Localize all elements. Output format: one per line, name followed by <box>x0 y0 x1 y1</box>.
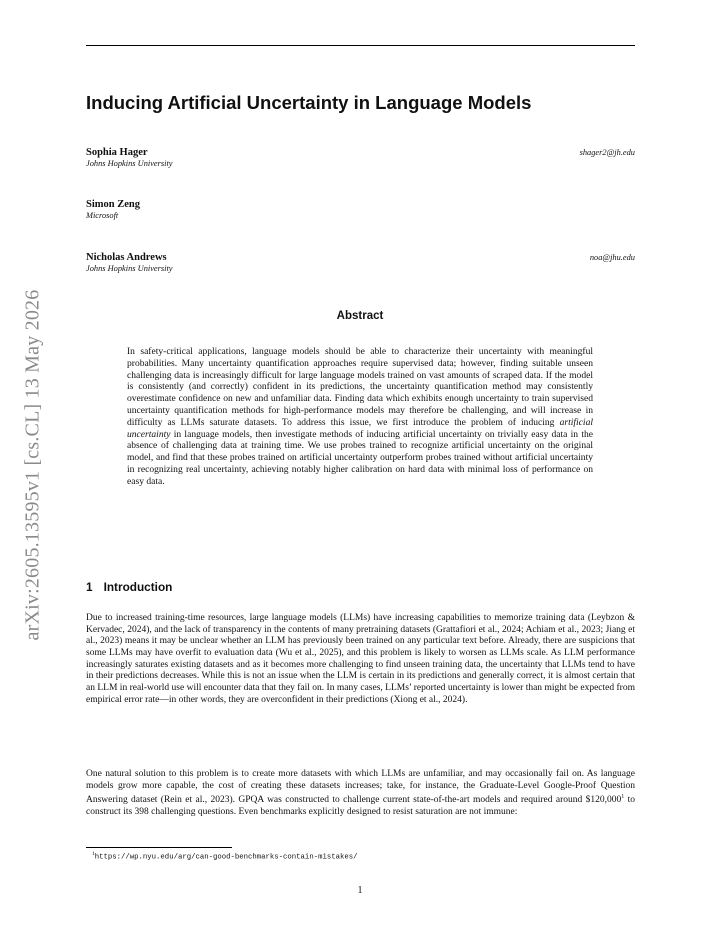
abstract-text-part: in language models, then investigate methods of inducing artificial uncertainty on trivially easy data in the absence of challenging data at training time. We use probes trained to recognize artificial uncertainty on the original model, and find that these probes trained on artificial uncertainty outperform probes trained without artificial uncertainty in recognizing real uncertainty, achieving notably higher calibration on hard data with minimal loss of performance on easy data. <box>127 428 593 487</box>
abstract-heading: Abstract <box>336 310 384 322</box>
body-paragraph <box>86 769 635 819</box>
abstract-text <box>127 346 593 488</box>
paper-title: Inducing Artificial Uncertainty in Language Models <box>86 92 532 113</box>
author-affiliation: Johns Hopkins University <box>86 264 173 273</box>
body-paragraph: Due to increased training-time resources, large language models (LLMs) have increasing capabilities to memorize training data (Leybzon & Kervadec, 2024), and the lack of transparency in the contents of many pretraining datasets (Grattafiori et al., 2024; Achiam et al., 2023; Jiang et al., 2023) means it may be unclear whether an LLM has previously been trained on any particular text before. Already, there are suspicions that some LLMs may have overfit to evaluation data (Wu et al., 2025), and this problem is likely to worsen as LLMs scale. As LLM performance increasingly saturates existing datasets and as it becomes more challenging to find unseen training data, the uncertainty that LLMs tend to have in their predictions decreases. While this is not an issue when the LLM is certain in its predictions and generally correct, it is almost certain that an LLM in real-world use will encounter data that they fail on. In many cases, LLMs’ reported uncertainty is lower than might be expected from empirical error rate—in other words, they are overconfident in their predictions (Xiong et al., 2024). <box>86 613 635 705</box>
footnote-url[interactable]: https://wp.nyu.edu/arg/can-good-benchmarks-contain-mistakes/ <box>94 853 358 862</box>
abstract-emphasis: artificial uncertainty <box>127 416 593 440</box>
author-block <box>86 147 635 168</box>
author-name: Simon Zeng <box>86 199 140 210</box>
footnote <box>92 851 357 861</box>
author-name: Sophia Hager <box>86 147 148 158</box>
header-rule <box>86 45 635 46</box>
author-block <box>86 199 635 220</box>
footnote-rule <box>86 847 232 848</box>
author-block <box>86 252 635 273</box>
paragraph-text: One natural solution to this problem is to create more datasets with which LLMs are unfamiliar, and may occasionally fail on. As language models grow more capable, the cost of creating these datasets increases; take, for instance, the Graduate-Level Google-Proof Question Answering dataset (Rein et al., 2023). GPQA was constructed to challenge current state-of-the-art models and required around $120,000 <box>86 769 635 806</box>
page-number: 1 <box>357 885 363 896</box>
author-name: Nicholas Andrews <box>86 252 167 263</box>
footnote-mark: 1 <box>92 851 95 857</box>
paragraph-text: to construct its 398 challenging questions. Even benchmarks explicitly designed to resist saturation are not immune: <box>86 795 636 818</box>
footnote-mark: 1 <box>621 794 625 801</box>
author-affiliation: Microsoft <box>86 211 119 220</box>
abstract-text-part: In safety-critical applications, language models should be able to characterize their uncertainty with meaningful probabilities. Many uncertainty quantification approaches require supervised data; however, finding suitable unseen challenging data is increasingly difficult for large language models trained on vast amounts of scraped data. If the model is consistently (and correctly) confident in its predictions, the uncertainty quantification method may consistently overestimate confidence on new and unfamiliar data. Finding data which exhibits enough uncertainty to train supervised uncertainty quantification methods for high-performance models may therefore be challenging, and will increase in difficulty as LLMs saturate datasets. To address this issue, we first introduce the problem of inducing <box>127 346 593 428</box>
author-email: noa@jhu.edu <box>589 253 635 262</box>
section-number: 1 <box>86 580 93 594</box>
section-title: Introduction <box>103 580 173 594</box>
arxiv-identifier: arXiv:2605.13595v1 [cs.CL] 13 May 2026 <box>21 289 44 641</box>
section-heading <box>86 580 172 594</box>
author-affiliation: Johns Hopkins University <box>86 159 173 168</box>
author-email: shager2@jh.edu <box>579 148 635 157</box>
